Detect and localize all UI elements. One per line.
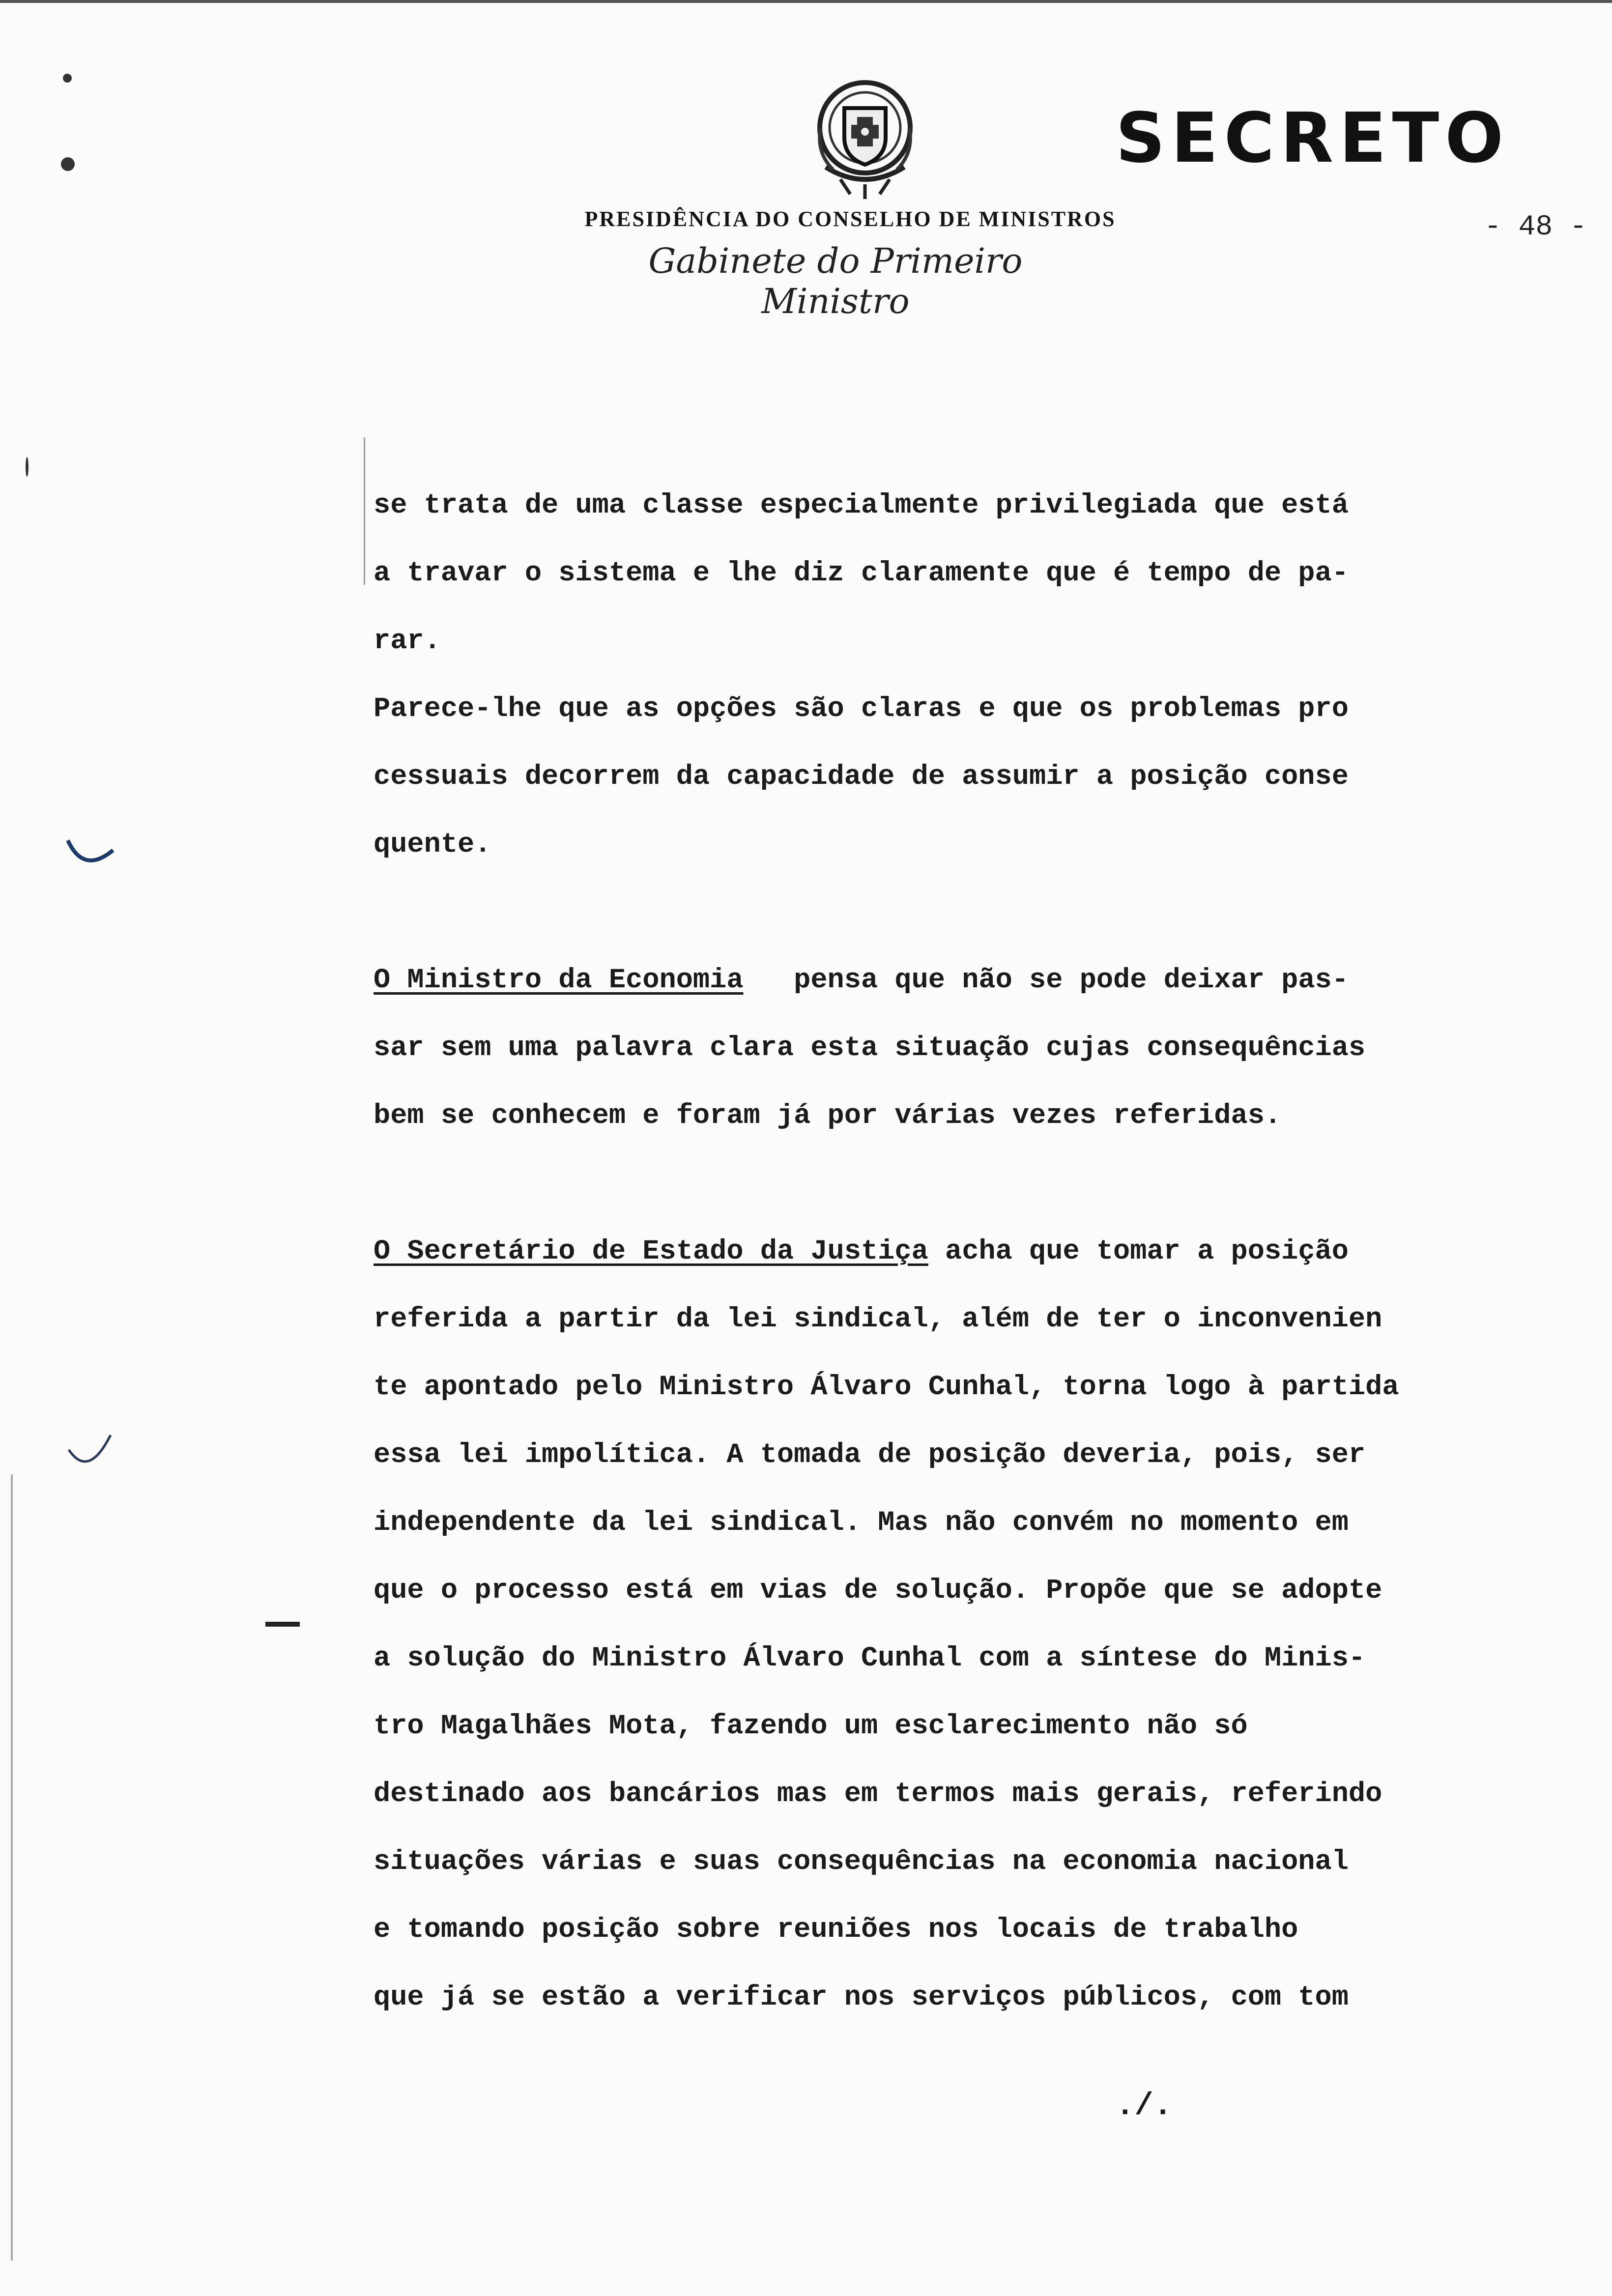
text-line: a travar o sistema e lhe diz claramente que é tempo de pa- xyxy=(374,558,1349,589)
text-line: Parece-lhe que as opções são claras e que os problemas pro xyxy=(374,693,1349,725)
margin-pencil-mark xyxy=(64,835,118,875)
text-line xyxy=(374,1218,1474,1286)
text-line: a solução do Ministro Álvaro Cunhal com a síntese do Minis- xyxy=(374,1643,1366,1674)
text-line: rar. xyxy=(374,626,441,657)
text-line: referida a partir da lei sindical, além de ter o inconvenien xyxy=(374,1304,1382,1335)
text-line: destinado aos bancários mas em termos mais gerais, referindo xyxy=(374,1779,1382,1810)
paragraph-gap xyxy=(374,1150,1474,1218)
page-number: - 48 - xyxy=(1484,211,1587,243)
scan-edge-line xyxy=(11,1474,13,2261)
continuation-mark: ./. xyxy=(1116,2089,1173,2124)
minutes-body xyxy=(374,472,1474,2032)
text-line: e tomando posição sobre reuniões nos locais de trabalho xyxy=(374,1914,1298,1946)
text-line xyxy=(374,947,1474,1014)
paragraph-gap xyxy=(374,879,1474,947)
cabinet-subtitle: Gabinete do Primeiro Ministro xyxy=(648,241,1023,321)
top-border xyxy=(0,0,1612,3)
speaker-secretary-justice: O Secretário de Estado da Justiça xyxy=(374,1236,928,1267)
text-line: que já se estão a verificar nos serviços públicos, com tom xyxy=(374,1982,1349,2013)
text-fragment: acha que tomar a posição xyxy=(928,1236,1349,1267)
text-fragment: pensa que não se pode deixar pas- xyxy=(743,965,1349,996)
scan-speck xyxy=(63,74,72,83)
text-line: bem se conhecem e foram já por várias vezes referidas. xyxy=(374,1100,1282,1132)
text-line: quente. xyxy=(374,829,491,861)
text-line: independente da lei sindical. Mas não convém no momento em xyxy=(374,1507,1349,1539)
text-line: cessuais decorrem da capacidade de assumir a posição conse xyxy=(374,761,1349,793)
scan-speck xyxy=(26,457,29,477)
text-line: se trata de uma classe especialmente privilegiada que está xyxy=(374,490,1349,521)
text-line: tro Magalhães Mota, fazendo um esclarecimento não só xyxy=(374,1711,1248,1742)
scan-speck xyxy=(61,157,75,171)
text-line: te apontado pelo Ministro Álvaro Cunhal, torna logo à partida xyxy=(374,1372,1399,1403)
text-line: situações várias e suas consequências na economia nacional xyxy=(374,1846,1349,1878)
text-line: essa lei impolítica. A tomada de posição deveria, pois, ser xyxy=(374,1439,1366,1471)
margin-dash xyxy=(265,1622,300,1627)
text-line: sar sem uma palavra clara esta situação cujas consequências xyxy=(374,1033,1366,1064)
text-line: que o processo está em vias de solução. Propõe que se adopte xyxy=(374,1575,1382,1607)
margin-pencil-mark xyxy=(64,1425,118,1479)
coat-of-arms-emblem xyxy=(806,74,924,201)
speaker-minister-economy: O Ministro da Economia xyxy=(374,965,744,996)
classification-stamp: SECRETO xyxy=(1116,98,1510,178)
institution-header: PRESIDÊNCIA DO CONSELHO DE MINISTROS xyxy=(584,207,1116,231)
margin-mark-line xyxy=(364,437,365,585)
